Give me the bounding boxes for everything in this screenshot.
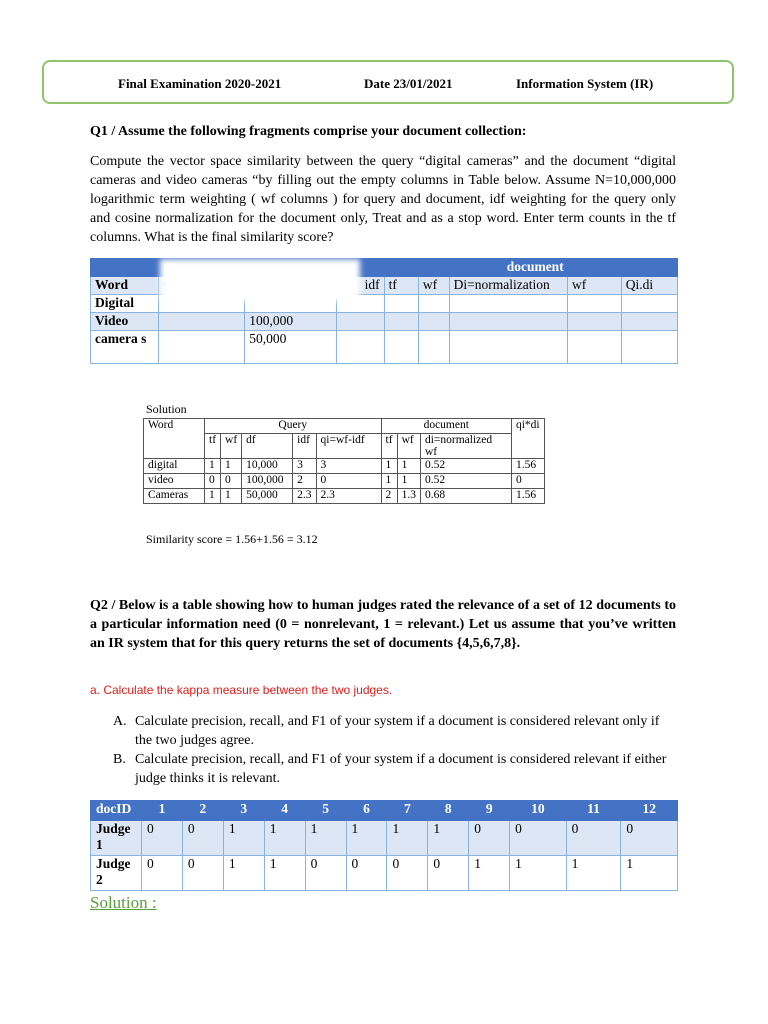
judge-value: 1 [510, 856, 566, 891]
table-cell: 1 [381, 459, 397, 474]
table-cell: 0.52 [420, 459, 511, 474]
judge-value: 0 [346, 856, 387, 891]
judge-label: Judge 2 [91, 856, 142, 891]
kappa-note: a. Calculate the kappa measure between the two judges. [90, 683, 393, 697]
table-row [144, 474, 545, 489]
judge-value: 1 [387, 821, 428, 856]
table-row [91, 856, 678, 891]
table-cell: 1 [205, 459, 221, 474]
judge-value: 0 [387, 856, 428, 891]
table-cell: 1 [397, 459, 420, 474]
table-cell: 3 [316, 459, 381, 474]
judge-value: 1 [621, 856, 678, 891]
doc-id: 9 [469, 801, 510, 821]
table-cell: 1 [397, 474, 420, 489]
table-cell: 0 [511, 474, 544, 489]
row-word: camera s [91, 331, 159, 364]
table-cell: 0 [316, 474, 381, 489]
doc-id: 5 [305, 801, 346, 821]
doc-id: 4 [264, 801, 305, 821]
sol-col-dwf: wf [397, 434, 420, 459]
redaction-blur [160, 259, 360, 301]
table-cell: 0 [205, 474, 221, 489]
judge-value: 0 [469, 821, 510, 856]
judges-table [90, 800, 678, 891]
judge-value: 0 [142, 821, 183, 856]
table-cell: 2 [381, 489, 397, 504]
table-row [144, 489, 545, 504]
col-wf: wf [418, 277, 449, 295]
judge-label: Judge 1 [91, 821, 142, 856]
doc-id: 6 [346, 801, 387, 821]
judge-value: 1 [469, 856, 510, 891]
table-cell: 2.3 [293, 489, 316, 504]
table-cell: 1 [221, 489, 242, 504]
solution-heading: Solution : [90, 893, 157, 912]
sol-col-document: document [381, 419, 511, 434]
sol-col-df: df [242, 434, 293, 459]
judge-value: 0 [510, 821, 566, 856]
table-cell: 50,000 [242, 489, 293, 504]
table-cell: 1 [205, 489, 221, 504]
table-row [144, 459, 545, 474]
table-cell: Cameras [144, 489, 205, 504]
table-cell: 1.56 [511, 459, 544, 474]
table-cell: 10,000 [242, 459, 293, 474]
judge-value: 1 [223, 856, 264, 891]
judge-value: 1 [305, 821, 346, 856]
doc-id: 12 [621, 801, 678, 821]
table-cell: 0.52 [420, 474, 511, 489]
sol-col-tf: tf [205, 434, 221, 459]
table-cell: 100,000 [242, 474, 293, 489]
table-cell: 0 [221, 474, 242, 489]
list-item: A. Calculate precision, recall, and F1 of your system if a document is considered relevant only if the two judges agree. [113, 714, 660, 748]
doc-id: 8 [428, 801, 469, 821]
judge-value: 1 [223, 821, 264, 856]
judge-value: 0 [182, 856, 223, 891]
sol-col-idf: idf [293, 434, 316, 459]
col-qidi: Qi.di [621, 277, 677, 295]
sol-col-dtf: tf [381, 434, 397, 459]
table-cell: 1.56 [511, 489, 544, 504]
doc-id: 2 [182, 801, 223, 821]
col-wf2: wf [568, 277, 622, 295]
similarity-score: Similarity score = 1.56+1.56 = 3.12 [146, 532, 318, 546]
docid-header: docID [91, 801, 142, 821]
doc-id: 3 [223, 801, 264, 821]
sol-col-query: Query [205, 419, 382, 434]
sol-col-qidi: qi*di [511, 419, 544, 434]
table-cell: 2 [293, 474, 316, 489]
judge-value: 0 [428, 856, 469, 891]
judge-value: 0 [305, 856, 346, 891]
judge-value: 1 [566, 856, 621, 891]
doc-id: 1 [142, 801, 183, 821]
table-cell: 1.3 [397, 489, 420, 504]
judge-value: 0 [566, 821, 621, 856]
table-cell: 2.3 [316, 489, 381, 504]
table-row [91, 821, 678, 856]
judge-value: 0 [182, 821, 223, 856]
judge-value: 1 [428, 821, 469, 856]
course-name: Information System (IR) [516, 76, 654, 91]
sol-col-word: Word [144, 419, 205, 434]
solution-table [143, 418, 545, 504]
list-item: B. Calculate precision, recall, and F1 of your system if a document is considered relevant if either judge thinks it is relevant. [113, 752, 667, 786]
row-word: Video [91, 313, 159, 331]
df-cell: 50,000 [245, 331, 336, 364]
judge-value: 0 [142, 856, 183, 891]
sol-col-di: di=normalized wf [420, 434, 511, 459]
judge-value: 1 [264, 821, 305, 856]
header-box [42, 60, 734, 104]
solution-label: Solution [146, 402, 187, 416]
doc-id: 7 [387, 801, 428, 821]
sol-col-wf: wf [221, 434, 242, 459]
table-cell: 1 [221, 459, 242, 474]
q2-items [113, 712, 679, 788]
judge-value: 0 [621, 821, 678, 856]
table-cell: 1 [381, 474, 397, 489]
table-header-row [91, 801, 678, 821]
q2-text: Q2 / Below is a table showing how to human judges rated the relevance of a set of 12 documents to a particular information need (0 = nonrelevant, 1 = relevant.) Let us assume that you’ve written an IR system that for this query returns the set of documents {4,5,6,7,8}. [90, 598, 676, 651]
judge-value: 1 [346, 821, 387, 856]
sol-col-qi: qi=wf-idf [316, 434, 381, 459]
col-idf: idf [336, 277, 384, 295]
col-tf: tf [384, 277, 418, 295]
col-word: Word [91, 277, 159, 295]
document-group-header: document [449, 259, 621, 277]
doc-id: 11 [566, 801, 621, 821]
table-cell: 3 [293, 459, 316, 474]
exam-date: Date 23/01/2021 [364, 76, 453, 91]
q1-text: Compute the vector space similarity between the query “digital cameras” and the document “digital cameras and video cameras “by filling out the empty columns in Table below. Assume N=10,000,000 logarithmic term weighting ( wf columns ) for query and document, idf weighting for the query only and cosine normalization for the document only, Treat and as a stop word. Enter term counts in the tf columns. What is the final similarity score? [90, 154, 676, 245]
row-word: Digital [91, 295, 159, 313]
table-cell: 0.68 [420, 489, 511, 504]
doc-id: 10 [510, 801, 566, 821]
exam-title: Final Examination 2020-2021 [118, 76, 282, 91]
q1-title: Q1 / Assume the following fragments comprise your document collection: [90, 124, 527, 139]
df-cell: 100,000 [245, 313, 336, 331]
judge-value: 1 [264, 856, 305, 891]
col-di: Di=normalization [449, 277, 567, 295]
table-cell: digital [144, 459, 205, 474]
table-cell: video [144, 474, 205, 489]
